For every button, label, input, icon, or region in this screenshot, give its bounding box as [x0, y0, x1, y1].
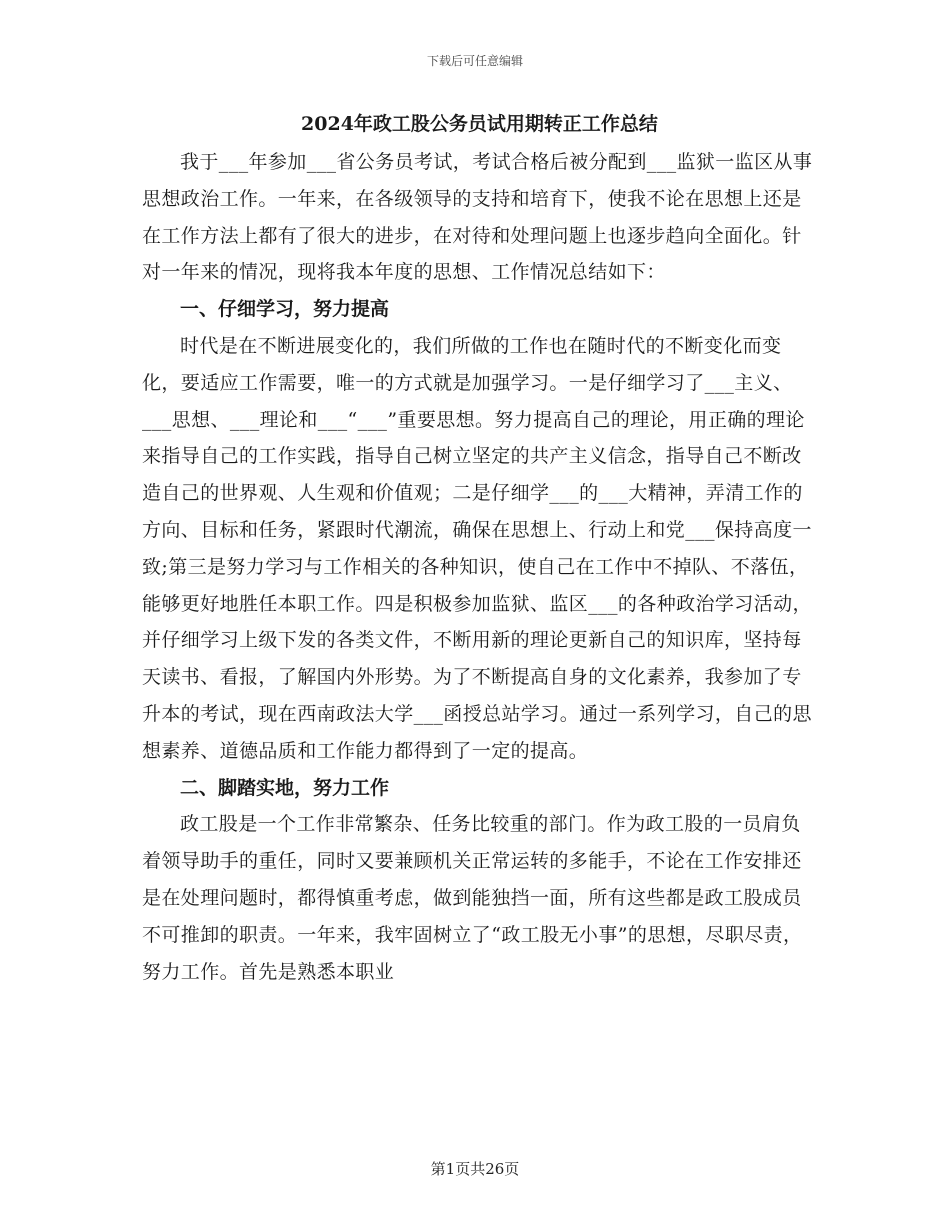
document-body [142, 108, 817, 990]
page-footer: 第1页共26页 [430, 1160, 520, 1178]
document-title: 2024年政工股公务员试用期转正工作总结 [301, 113, 658, 135]
section-2-heading: 二、脚踏实地，努力工作 [180, 776, 390, 799]
header-note: 下载后可任意编辑 [426, 54, 523, 68]
section-2-paragraph: 政工股是一个工作非常繁杂、任务比较重的部门。作为政工股的一员肩负着领导助手的重任，同时又要兼顾机关正常运转的多能手，不论在工作安排还是在处理问题时，都得慎重考虑，做到能独挡一面，所有这些都是政工股成员不可推卸的职责。一年来，我牢固树立了“政工股无小事”的思想，尽职尽责，努力工作。首先是熟悉本职业 [142, 813, 803, 983]
section-1-heading: 一、仔细学习，努力提高 [180, 298, 390, 321]
intro-paragraph: 我于___年参加___省公务员考试，考试合格后被分配到___监狱一监区从事思想政治工作。一年来，在各级领导的支持和培育下，使我不论在思想上还是在工作方法上都有了很大的进步，在对待和处理问题上也逐步趋向全面化。针对一年来的情况，现将我本年度的思想、工作情况总结如下： [142, 151, 813, 284]
section-1-paragraph: 时代是在不断进展变化的，我们所做的工作也在随时代的不断变化而变化，要适应工作需要，唯一的方式就是加强学习。一是仔细学习了___主义、___思想、___理论和___“___”重要思想。努力提高自己的理论，用正确的理论来指导自己的工作实践，指导自己树立坚定的共产主义信念，指导自己不断改造自己的世界观、人生观和价值观；二是仔细学___的___大精神，弄清工作的方向、目标和任务，紧跟时代潮流，确保在思想上、行动上和党___保持高度一致;第三是努力学习与工作相关的各种知识，使自己在工作中不掉队、不落伍，能够更好地胜任本职工作。四是积极参加监狱、监区___的各种政治学习活动，并仔细学习上级下发的各类文件，不断用新的理论更新自己的知识库，坚持每天读书、看报，了解国内外形势。为了不断提高自身的文化素养，我参加了专升本的考试，现在西南政法大学___函授总站学习。通过一系列学习，自己的思想素养、道德品质和工作能力都得到了一定的提高。 [142, 334, 812, 762]
